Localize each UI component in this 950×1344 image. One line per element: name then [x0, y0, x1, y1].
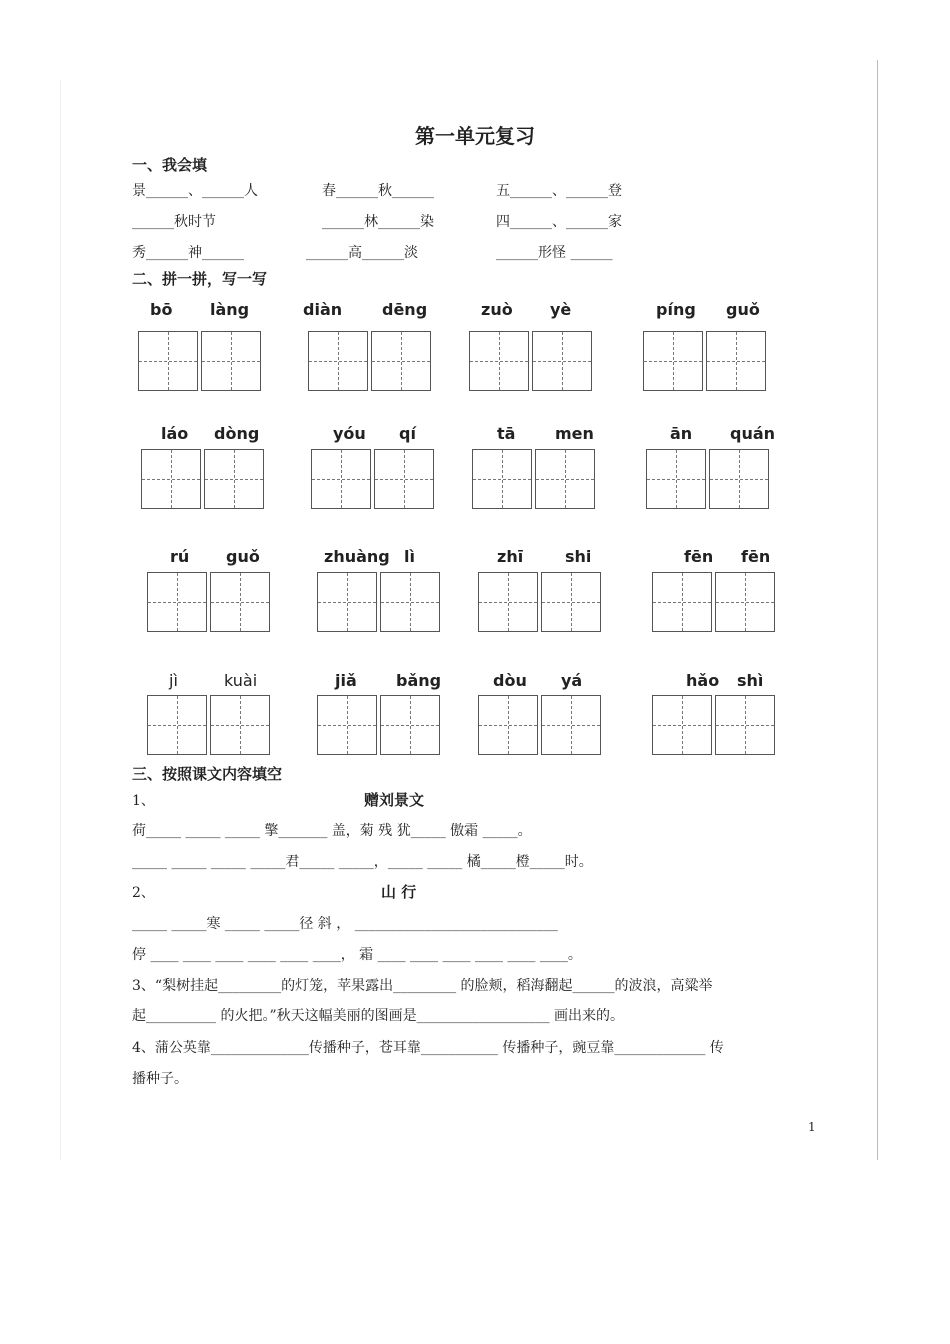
fill-item: ______形怪 ______	[496, 245, 613, 261]
pinyin-label: fēn	[684, 547, 714, 566]
writing-grid-box	[204, 449, 264, 509]
writing-grid-box	[478, 695, 538, 755]
page-number: 1	[808, 1120, 816, 1134]
writing-grid-box	[380, 695, 440, 755]
question-3-line-2: 起__________ 的火把。”秋天这幅美丽的图画是___________________ 画出来的。	[132, 1008, 625, 1024]
poem-line: _____ _____ _____ _____君_____ _____，_____ _____ 橘_____橙_____时。	[132, 854, 593, 870]
writing-grid-box	[706, 331, 766, 391]
pinyin-label: píng	[656, 300, 696, 319]
pinyin-label: fēn	[741, 547, 771, 566]
pinyin-label: quán	[730, 424, 776, 443]
writing-grid-box	[535, 449, 595, 509]
writing-grid-box	[541, 572, 601, 632]
poem-number: 1、	[132, 793, 155, 809]
section-2-heading: 二、拼一拼，写一写	[132, 270, 268, 288]
question-4-line-1: 4、蒲公英靠______________传播种子，苍耳靠___________ 传播种子，豌豆靠_____________ 传	[132, 1040, 724, 1056]
writing-grid-box	[141, 449, 201, 509]
pinyin-label: láo	[161, 424, 189, 443]
pinyin-label: zhī	[497, 547, 524, 566]
pinyin-label: zhuàng	[324, 547, 390, 566]
writing-grid-box	[715, 572, 775, 632]
pinyin-label: bō	[150, 300, 173, 319]
writing-grid-box	[652, 572, 712, 632]
writing-grid-box	[715, 695, 775, 755]
page-right-edge	[877, 60, 878, 1160]
writing-grid-box	[201, 331, 261, 391]
pinyin-label: men	[555, 424, 594, 443]
writing-grid-box	[371, 331, 431, 391]
writing-grid-box	[138, 331, 198, 391]
writing-grid-box	[374, 449, 434, 509]
writing-grid-box	[478, 572, 538, 632]
pinyin-label: diàn	[303, 300, 343, 319]
pinyin-label: shì	[737, 671, 764, 690]
writing-grid-box	[317, 695, 377, 755]
poem-title: 赠刘景文	[364, 791, 425, 809]
page-title: 第一单元复习	[415, 124, 535, 148]
pinyin-label: yá	[561, 671, 583, 690]
pinyin-label: shi	[565, 547, 592, 566]
poem-line: 停 ____ ____ ____ ____ ____ ____， 霜 ____ ____ ____ ____ ____ ____。	[132, 947, 582, 963]
pinyin-label: dēng	[382, 300, 428, 319]
writing-grid-box	[317, 572, 377, 632]
pinyin-label: ān	[670, 424, 693, 443]
question-4-line-2: 播种子。	[132, 1071, 188, 1087]
pinyin-label: bǎng	[396, 671, 442, 690]
page-left-edge	[60, 80, 61, 1160]
writing-grid-box	[469, 331, 529, 391]
question-3-line-1: 3、“梨树挂起_________的灯笼，苹果露出_________ 的脸颊，稻海翻起______的波浪，高粱举	[132, 978, 713, 994]
writing-grid-box	[311, 449, 371, 509]
pinyin-label: guǒ	[726, 300, 760, 319]
pinyin-label: kuài	[224, 671, 258, 690]
fill-item: 春______秋______	[322, 183, 434, 199]
writing-grid-box	[541, 695, 601, 755]
section-3-heading: 三、按照课文内容填空	[132, 765, 283, 783]
fill-item: ______林______染	[322, 214, 434, 230]
writing-grid-box	[308, 331, 368, 391]
pinyin-label: tā	[497, 424, 516, 443]
writing-grid-box	[210, 695, 270, 755]
writing-grid-box	[709, 449, 769, 509]
writing-grid-box	[380, 572, 440, 632]
poem-title: 山 行	[381, 883, 417, 901]
writing-grid-box	[532, 331, 592, 391]
pinyin-label: dòu	[493, 671, 527, 690]
pinyin-label: lì	[404, 547, 415, 566]
pinyin-label: zuò	[481, 300, 513, 319]
fill-item: 五______、______登	[496, 183, 622, 199]
fill-item: 秀______神______	[132, 245, 244, 261]
writing-grid-box	[643, 331, 703, 391]
pinyin-label: làng	[210, 300, 250, 319]
poem-line: _____ _____寒 _____ _____径 斜 ， _____________________________	[132, 916, 558, 932]
poem-line: 荷_____ _____ _____ 擎_______ 盖，菊 残 犹_____ 傲霜 _____。	[132, 823, 532, 839]
writing-grid-box	[652, 695, 712, 755]
writing-grid-box	[147, 572, 207, 632]
pinyin-label: yóu	[333, 424, 366, 443]
writing-grid-box	[210, 572, 270, 632]
pinyin-label: jì	[169, 671, 178, 690]
pinyin-label: dòng	[214, 424, 260, 443]
pinyin-label: yè	[550, 300, 572, 319]
fill-item: 四______、______家	[496, 214, 622, 230]
writing-grid-box	[147, 695, 207, 755]
pinyin-label: guǒ	[226, 547, 260, 566]
fill-item: ______高______淡	[306, 245, 418, 261]
section-1-heading: 一、我会填	[132, 156, 208, 174]
pinyin-label: qí	[399, 424, 416, 443]
pinyin-label: rú	[170, 547, 190, 566]
pinyin-label: hǎo	[686, 671, 720, 690]
pinyin-label: jiǎ	[335, 671, 357, 690]
writing-grid-box	[472, 449, 532, 509]
poem-number: 2、	[132, 885, 155, 901]
fill-item: 景______、______人	[132, 183, 258, 199]
fill-item: ______秋时节	[132, 214, 216, 230]
writing-grid-box	[646, 449, 706, 509]
